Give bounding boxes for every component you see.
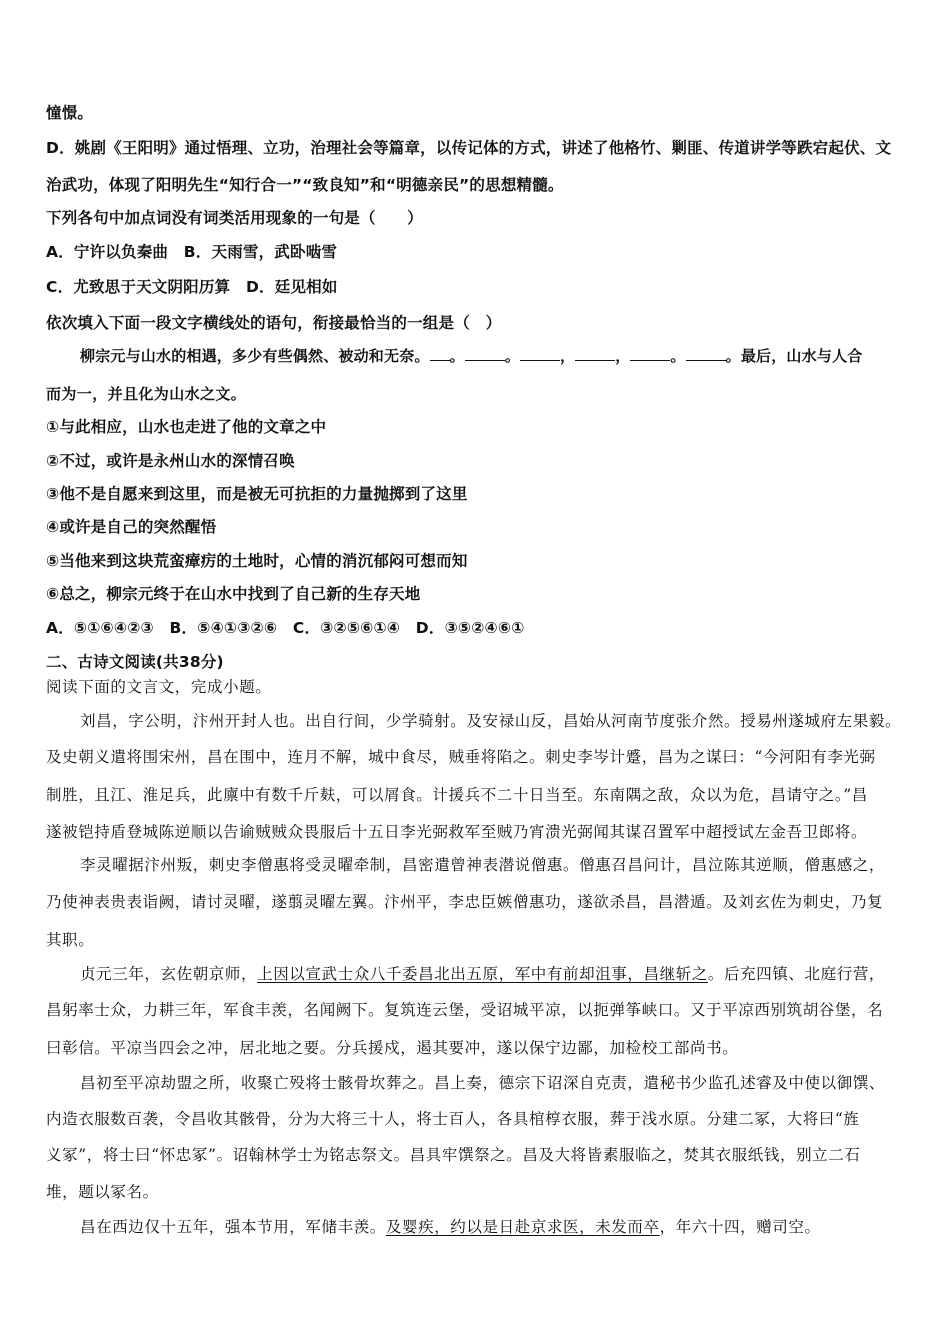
fill-question-options: A．⑤①⑥④②③ B．⑤④①③②⑥ C．③②⑤⑥①④ D．③⑤②④⑥① <box>46 619 525 637</box>
passage-p4-line1: 昌初至平凉劫盟之所，收聚亡殁将士骸骨坎葬之。昌上奏，德宗下诏深自克责，遣秘书少监孔述睿及中使以御馔、 <box>80 1074 886 1092</box>
passage-p3-line1: 贞元三年，玄佐朝京师，上因以宣武士众八千委昌北出五原，军中有前却沮事，昌继斩之。后充四镇、北庭行营， <box>80 965 886 983</box>
blank-1 <box>430 348 450 361</box>
passage-p3-line3: 曰彰信。平凉当四会之冲，居北地之要。分兵援戍，遏其要冲，遂以保宁边鄙，加检校工部尚书。 <box>46 1039 739 1057</box>
passage-p2-line1: 李灵曜据汴州叛，刺史李僧惠将受灵曜牵制，昌密遣曾神表潜说僧惠。僧惠召昌问计，昌泣陈其逆顺，僧惠感之， <box>80 856 886 874</box>
blank-3 <box>520 348 560 361</box>
blank-4 <box>575 348 615 361</box>
underlined-sentence-1: 上因以宣武士众八千委昌北出五原，军中有前却沮事，昌继斩之 <box>257 965 708 983</box>
prev-question-tail: 憧憬。 <box>46 104 94 122</box>
passage-p3-line2: 昌躬率士众，力耕三年，军食丰羡，名闻阙下。复筑连云堡，受诏城平凉，以扼弹筝峡口。又于平凉西别筑胡谷堡，名 <box>46 1001 884 1019</box>
blank-6 <box>686 348 726 361</box>
prev-option-d-line1: D．姚剧《王阳明》通过悟理、立功，治理社会等篇章，以传记体的方式，讲述了他格竹、剿匪、传道讲学等跌宕起伏、文 <box>46 139 892 157</box>
word-question-options-ab: A．宁许以负秦曲 B．天雨雪，武卧啮雪 <box>46 243 338 261</box>
passage-p1-line2: 及史朝义遣将围宋州，昌在围中，连月不解，城中食尽，贼垂将陷之。刺史李岑计蹙，昌为之谋曰：“今河阳有李光弼 <box>46 748 876 766</box>
fill-passage-end: 。最后，山水与人合 <box>725 347 863 365</box>
fill-item: ②不过，或许是永州山水的深情召唤 <box>46 452 295 470</box>
section-2-title: 二、古诗文阅读(共38分) <box>46 653 224 671</box>
blank-2 <box>465 348 505 361</box>
fill-passage-line2: 而为一，并且化为山水之文。 <box>46 385 247 403</box>
passage-p1-line4: 遂被铠持盾登城陈逆顺以告谕贼贼众畏服后十五日李光弼救军至贼乃宵溃光弼闻其谋召置军中超授试左金吾卫郎将。 <box>46 823 868 841</box>
word-question-stem: 下列各句中加点词没有词类活用现象的一句是（ ） <box>46 209 423 227</box>
passage-p1-line1: 刘昌，字公明，汴州开封人也。出自行间，少学骑射。及安禄山反，昌始从河南节度张介然。授易州遂城府左果毅。 <box>80 712 902 730</box>
blank-5 <box>630 348 670 361</box>
fill-item: ④或许是自己的突然醒悟 <box>46 518 217 536</box>
passage-p4-line4: 堆，题以冢名。 <box>46 1183 159 1201</box>
fill-passage-line1: 柳宗元与山水的相遇，多少有些偶然、被动和无奈。 。 。 ， ， 。 。最后，山水与人合 <box>80 347 863 365</box>
prev-option-d-line2: 治武功，体现了阳明先生“知行合一”“致良知”和“明德亲民”的思想精髓。 <box>46 176 564 194</box>
section-2-intro: 阅读下面的文言文，完成小题。 <box>46 678 272 696</box>
fill-passage-start: 柳宗元与山水的相遇，多少有些偶然、被动和无奈。 <box>80 347 430 365</box>
underlined-sentence-2: 及婴疾，约以是日赴京求医，未发而卒 <box>385 1218 660 1236</box>
word-question-options-cd: C．尤致思于天文阴阳历算 D．廷见相如 <box>46 278 338 296</box>
passage-p2-line2: 乃使神表贵表诣阙，请讨灵曜，遂翦灵曜左翼。汴州平，李忠臣嫉僧惠功，遂欲杀昌，昌潜遁。及刘玄佐为刺史，乃复 <box>46 893 884 911</box>
fill-item: ⑤当他来到这块荒蛮瘴疠的土地时，心情的消沉郁闷可想而知 <box>46 552 468 570</box>
passage-p2-line3: 其职。 <box>46 931 95 949</box>
passage-p1-line3: 制胜，且江、淮足兵，此廪中有数千斤麸，可以屑食。计援兵不二十日当至。东南隅之敌，众以为危，昌请守之。”昌 <box>46 786 868 804</box>
fill-question-stem: 依次填入下面一段文字横线处的语句，衔接最恰当的一组是（ ） <box>46 314 502 332</box>
passage-p4-line2: 内造衣服数百袭，令昌收其骸骨，分为大将三十人，将士百人，各具棺椁衣服，葬于浅水原。分建二冢，大将曰“旌 <box>46 1110 860 1128</box>
fill-item: ①与此相应，山水也走进了他的文章之中 <box>46 418 327 436</box>
fill-item: ⑥总之，柳宗元终于在山水中找到了自己新的生存天地 <box>46 585 421 603</box>
passage-p4-line3: 义冢”，将士曰“怀忠冢”。诏翰林学士为铭志祭文。昌具牢馔祭之。昌及大将皆素服临之，焚其衣服纸钱，别立二石 <box>46 1146 861 1164</box>
fill-item: ③他不是自愿来到这里，而是被无可抗拒的力量抛掷到了这里 <box>46 485 468 503</box>
passage-p5-line1: 昌在西边仅十五年，强本节用，军储丰羡。及婴疾，约以是日赴京求医，未发而卒，年六十四，赠司空。 <box>80 1218 821 1236</box>
